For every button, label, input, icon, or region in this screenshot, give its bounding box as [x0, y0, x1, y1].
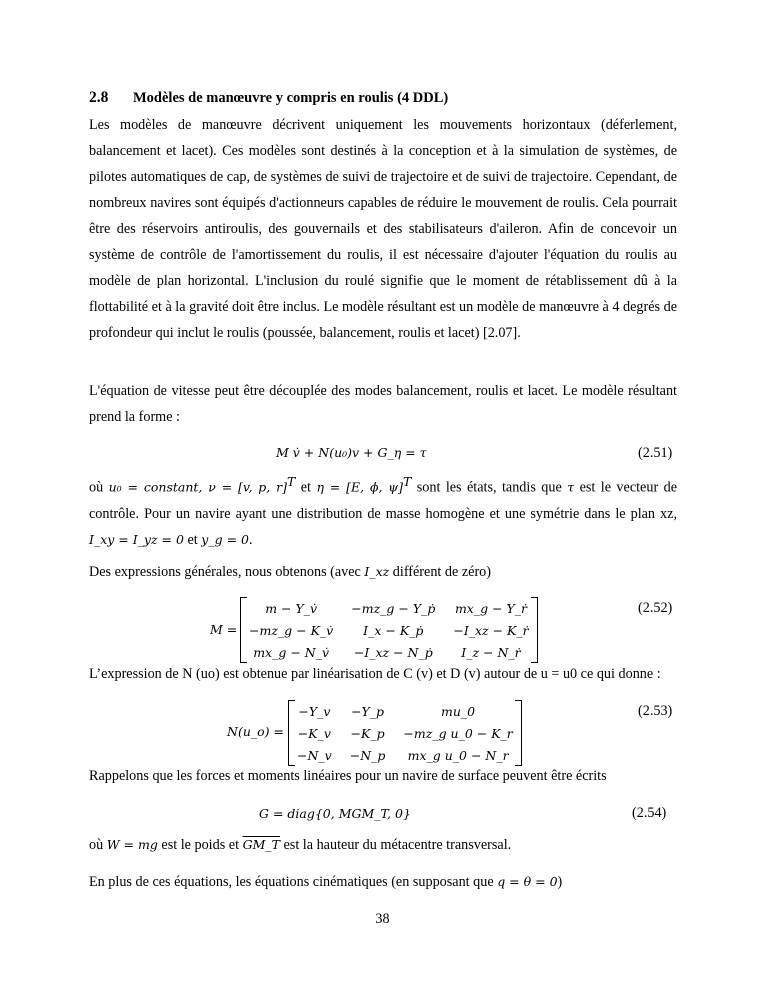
matrix-N-cell: −Y_v [298, 703, 331, 719]
paragraph-states: où u₀ = constant, ν = [v, p, r]$^T$ et η = [E, ϕ, ψ]$^T$ sont les états, tandis que τ est le vecteur de contrôle. Pour un navire ayant une distribution de masse homogène et une symétrie dans le plan xz, I_xy = I_yz = 0 et y_g = 0. [89, 474, 677, 548]
matrix-M-cell: mx_g − N_v̇ [253, 644, 330, 660]
matrix-M-cell: m − Y_v̇ [265, 600, 318, 616]
matrix-M-cell: −mz_g − K_v̇ [249, 622, 334, 638]
matrix-N-cell: −N_v [297, 747, 332, 763]
matrix-M-cell: −mz_g − Y_ṗ [351, 600, 436, 616]
matrix-N-label: N(u_o) = [227, 724, 284, 739]
equation-2-51: M v̇ + N(u₀)v + G_η = τ [276, 445, 427, 460]
equation-number-2-51: (2.51) [638, 445, 673, 461]
matrix-M-cell: I_z − N_ṙ [461, 644, 521, 660]
page-number: 38 [375, 911, 390, 927]
section-title: Modèles de manœuvre y compris en roulis (4 DDL) [133, 90, 449, 106]
matrix-N-table [288, 700, 522, 766]
matrix-M [240, 597, 538, 663]
matrix-M-cell: −I_xz − N_ṗ [353, 644, 433, 660]
section-heading [89, 89, 448, 107]
matrix-N-cell: −K_v [297, 725, 331, 741]
equation-number-2-52: (2.52) [638, 600, 673, 616]
equation-2-54: G = diag{0, MGM_T, 0} [259, 806, 411, 821]
matrix-N-cell: −Y_p [351, 703, 385, 719]
paragraph-kinematics: En plus de ces équations, les équations cinématiques (en supposant que q = θ = 0) [89, 874, 563, 890]
section-number: 2.8 [89, 89, 109, 106]
matrix-M-label: M = [210, 622, 238, 637]
matrix-M-cell: −I_xz − K_ṙ [453, 622, 529, 638]
paragraph-general-expressions: Des expressions générales, nous obtenons (avec I_xz différent de zéro) [89, 564, 491, 580]
matrix-N-cell: −K_p [350, 725, 385, 741]
matrix-N-cell: mx_g u_0 − N_r [407, 747, 509, 763]
paragraph-linearisation: L’expression de N (uo) est obtenue par linéarisation de C (v) et D (v) autour de u = u0 ce qui donne : [89, 666, 661, 682]
paragraph-intro: Les modèles de manœuvre décrivent uniquement les mouvements horizontaux (déferlement, balancement et lacet). Ces modèles sont destinés à la conception et à la simulation de systèmes, de pilotes automatiques de cap, de systèmes de suivi de trajectoire et de suivi de trajectoire. Cependant, de nombreux navires sont équipés d'actionneurs capables de réduire le mouvement de roulis. Cela pourrait être des réservoirs antiroulis, des gouvernails et des stabilisateurs d'aileron. Afin de concevoir un système de contrôle de l'amortissement du roulis, il est nécessaire d'ajouter l'équation du roulis au modèle de plan horizontal. L'inclusion du roulé signifie que le moment de rétablissement dû à la flottabilité et à la gravité doit être inclus. Le modèle résultant est un modèle de manœuvre à 4 degrés de profondeur qui inclut le roulis (poussée, balancement, roulis et lacet) [2.07]. [89, 117, 677, 341]
equation-number-2-53: (2.53) [638, 703, 673, 719]
matrix-N-cell: −mz_g u_0 − K_r [403, 725, 513, 741]
matrix-N-cell: mu_0 [441, 703, 476, 719]
matrix-M-table [240, 597, 538, 663]
paragraph-weight: où W = mg est le poids et GM_T est la hauteur du métacentre transversal. [89, 837, 512, 853]
matrix-N-cell: −N_p [349, 747, 386, 763]
equation-number-2-54: (2.54) [632, 805, 667, 821]
matrix-N [288, 700, 522, 766]
paragraph-velocity: L'équation de vitesse peut être découplée des modes balancement, roulis et lacet. Le modèle résultant prend la forme : [89, 383, 677, 425]
matrix-M-cell: mx_g − Y_ṙ [454, 600, 528, 616]
matrix-M-cell: I_x − K_ṗ [363, 622, 424, 638]
paragraph-forces: Rappelons que les forces et moments linéaires pour un navire de surface peuvent être écrits [89, 768, 607, 784]
